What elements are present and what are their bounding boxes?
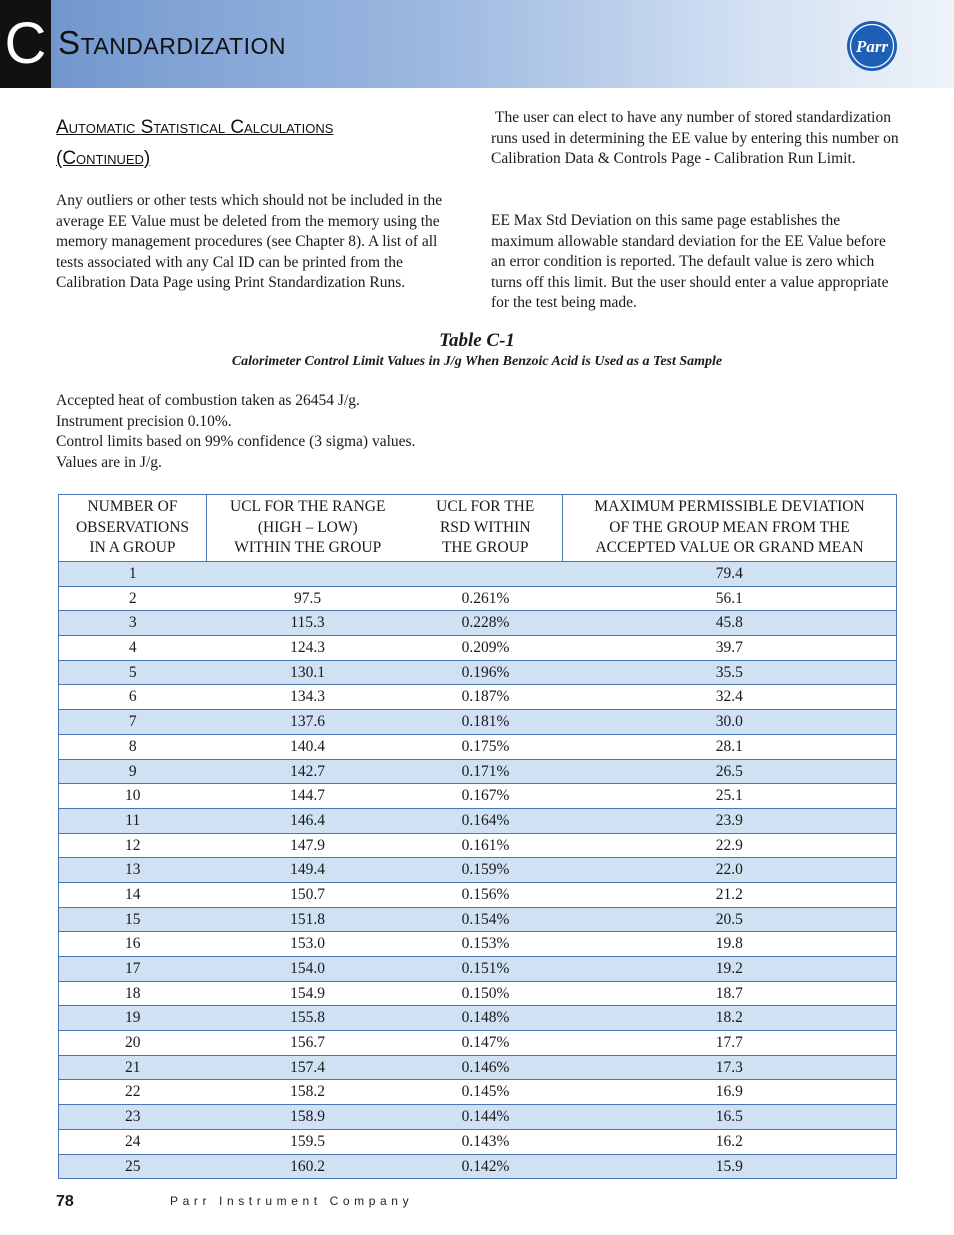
table-cell: 30.0: [563, 710, 897, 735]
table-row: [59, 636, 897, 661]
table-cell: 15: [59, 907, 207, 932]
table-cell: 20.5: [563, 907, 897, 932]
table-cell: 0.144%: [409, 1105, 563, 1130]
page-number: 78: [56, 1193, 74, 1210]
table-cell: 22: [59, 1080, 207, 1105]
table-cell: 0.143%: [409, 1129, 563, 1154]
table-row: [59, 759, 897, 784]
table-cell: 0.175%: [409, 734, 563, 759]
header-ucl-range: UCL FOR THE RANGE (HIGH – LOW) WITHIN THE GROUP: [230, 498, 386, 557]
table-cell: 32.4: [563, 685, 897, 710]
table-cell: [409, 562, 563, 587]
table-row: [59, 734, 897, 759]
table-cell: 13: [59, 858, 207, 883]
table-cell: 19: [59, 1006, 207, 1031]
chapter-letter: C: [0, 0, 51, 88]
table-cell: 21.2: [563, 882, 897, 907]
table-cell: 0.148%: [409, 1006, 563, 1031]
table-cell: 25.1: [563, 784, 897, 809]
table-cell: 21: [59, 1055, 207, 1080]
table-cell: 26.5: [563, 759, 897, 784]
table-title: Table C-1: [439, 330, 515, 351]
table-cell: 140.4: [207, 734, 409, 759]
table-cell: 147.9: [207, 833, 409, 858]
table-cell: 151.8: [207, 907, 409, 932]
table-cell: 23: [59, 1105, 207, 1130]
table-row: [59, 1080, 897, 1105]
table-cell: 154.9: [207, 981, 409, 1006]
table-cell: 0.153%: [409, 932, 563, 957]
table-cell: 137.6: [207, 710, 409, 735]
table-cell: 0.154%: [409, 907, 563, 932]
parr-logo-icon: [846, 20, 898, 72]
table-cell: 0.171%: [409, 759, 563, 784]
table-cell: 0.228%: [409, 611, 563, 636]
table-row: [59, 1105, 897, 1130]
table-cell: 130.1: [207, 660, 409, 685]
footer-company: Parr Instrument Company: [170, 1194, 414, 1208]
table-row: [59, 784, 897, 809]
table-cell: 22.9: [563, 833, 897, 858]
table-cell: [207, 562, 409, 587]
table-cell: 22.0: [563, 858, 897, 883]
table-row: [59, 685, 897, 710]
page-header: [0, 0, 954, 88]
header-max-deviation: MAXIMUM PERMISSIBLE DEVIATION OF THE GROUP MEAN FROM THE ACCEPTED VALUE OR GRAND MEAN: [563, 495, 897, 562]
table-cell: 156.7: [207, 1031, 409, 1056]
table-cell: 6: [59, 685, 207, 710]
table-row: [59, 586, 897, 611]
table-row: [59, 1129, 897, 1154]
table-row: [59, 660, 897, 685]
table-cell: 144.7: [207, 784, 409, 809]
table-cell: 2: [59, 586, 207, 611]
table-cell: 158.2: [207, 1080, 409, 1105]
table-cell: 24: [59, 1129, 207, 1154]
table-cell: 23.9: [563, 808, 897, 833]
table-cell: 115.3: [207, 611, 409, 636]
table-cell: 9: [59, 759, 207, 784]
table-cell: 79.4: [563, 562, 897, 587]
table-row: [59, 1006, 897, 1031]
header-ucl-rsd: UCL FOR THE RSD WITHIN THE GROUP: [436, 498, 535, 557]
table-body: [59, 562, 897, 1179]
table-cell: 155.8: [207, 1006, 409, 1031]
table-cell: 7: [59, 710, 207, 735]
left-paragraph: Any outliers or other tests which should not be included in the average EE Value must be deleted from the memory using the memory management procedures (see Chapter 8). A list of all tests associated with any Cal ID can be printed from the Calibration Data Page using Print Standardization Runs.: [56, 192, 443, 292]
table-cell: 4: [59, 636, 207, 661]
table-cell: 14: [59, 882, 207, 907]
table-cell: 0.181%: [409, 710, 563, 735]
table-cell: 19.8: [563, 932, 897, 957]
table-row: [59, 611, 897, 636]
table-cell: 18.2: [563, 1006, 897, 1031]
table-cell: 0.146%: [409, 1055, 563, 1080]
table-cell: 35.5: [563, 660, 897, 685]
table-cell: 39.7: [563, 636, 897, 661]
table-cell: 0.187%: [409, 685, 563, 710]
table-cell: 5: [59, 660, 207, 685]
table-cell: 0.196%: [409, 660, 563, 685]
table-cell: 134.3: [207, 685, 409, 710]
table-cell: 153.0: [207, 932, 409, 957]
control-limit-table: [58, 494, 897, 1179]
table-cell: 11: [59, 808, 207, 833]
table-cell: 20: [59, 1031, 207, 1056]
table-cell: 0.147%: [409, 1031, 563, 1056]
note-line: Accepted heat of combustion taken as 26454 J/g.: [56, 392, 360, 409]
table-cell: 28.1: [563, 734, 897, 759]
table-notes: [56, 391, 415, 473]
table-cell: 16.9: [563, 1080, 897, 1105]
table-cell: 0.167%: [409, 784, 563, 809]
table-cell: 0.164%: [409, 808, 563, 833]
section-heading-line-2: (Continued): [56, 148, 151, 169]
section-heading: [56, 112, 476, 174]
table-row: [59, 882, 897, 907]
chapter-title: Standardization: [58, 24, 286, 61]
logo-text: Parr: [855, 37, 889, 56]
table-cell: 0.142%: [409, 1154, 563, 1179]
note-line: Instrument precision 0.10%.: [56, 412, 232, 430]
table-cell: 12: [59, 833, 207, 858]
table-cell: 16.2: [563, 1129, 897, 1154]
note-line: Values are in J/g.: [56, 453, 162, 471]
table-row: [59, 710, 897, 735]
table-cell: 159.5: [207, 1129, 409, 1154]
table-cell: 3: [59, 611, 207, 636]
table-cell: 0.209%: [409, 636, 563, 661]
table-row: [59, 981, 897, 1006]
table-cell: 0.161%: [409, 833, 563, 858]
table-cell: 154.0: [207, 957, 409, 982]
table-cell: 146.4: [207, 808, 409, 833]
table-cell: 149.4: [207, 858, 409, 883]
table-cell: 16.5: [563, 1105, 897, 1130]
table-cell: 25: [59, 1154, 207, 1179]
table-cell: 16: [59, 932, 207, 957]
table-row: [59, 808, 897, 833]
table-cell: 1: [59, 562, 207, 587]
table-row: [59, 907, 897, 932]
table-cell: 17.3: [563, 1055, 897, 1080]
table-row: [59, 932, 897, 957]
table-cell: 0.150%: [409, 981, 563, 1006]
table-cell: 0.159%: [409, 858, 563, 883]
table-cell: 124.3: [207, 636, 409, 661]
table-row: [59, 858, 897, 883]
table-cell: 0.145%: [409, 1080, 563, 1105]
table-row: [59, 1154, 897, 1179]
table-cell: 15.9: [563, 1154, 897, 1179]
table-row: [59, 833, 897, 858]
right-paragraph-1: The user can elect to have any number of stored standardization runs used in determining the EE value by entering this number on Calibration Data & Controls Page - Calibration Run Limit.: [491, 109, 899, 168]
table-cell: 19.2: [563, 957, 897, 982]
table-subtitle: Calorimeter Control Limit Values in J/g When Benzoic Acid is Used as a Test Sample: [231, 354, 723, 369]
table-row: [59, 1031, 897, 1056]
table-row: [59, 957, 897, 982]
table-cell: 160.2: [207, 1154, 409, 1179]
table-cell: 157.4: [207, 1055, 409, 1080]
table-cell: 0.156%: [409, 882, 563, 907]
table-cell: 0.261%: [409, 586, 563, 611]
table-cell: 17: [59, 957, 207, 982]
table-cell: 0.151%: [409, 957, 563, 982]
table-header-row: [59, 495, 897, 562]
table-cell: 17.7: [563, 1031, 897, 1056]
table-cell: 97.5: [207, 586, 409, 611]
table-row: [59, 1055, 897, 1080]
right-paragraph-2: EE Max Std Deviation on this same page establishes the maximum allowable standard deviation for the EE Value before an error condition is reported. The default value is zero which turns off this limit. But the user should enter a value appropriate for the test being made.: [491, 212, 889, 312]
section-heading-line-1: Automatic Statistical Calculations: [56, 117, 334, 138]
table-cell: 158.9: [207, 1105, 409, 1130]
table-cell: 8: [59, 734, 207, 759]
table-row: [59, 562, 897, 587]
table-cell: 56.1: [563, 586, 897, 611]
table-cell: 150.7: [207, 882, 409, 907]
table-cell: 45.8: [563, 611, 897, 636]
table-cell: 10: [59, 784, 207, 809]
table-cell: 142.7: [207, 759, 409, 784]
note-line: Control limits based on 99% confidence (3 sigma) values.: [56, 433, 416, 451]
header-observations: NUMBER OF OBSERVATIONS IN A GROUP: [59, 495, 207, 562]
table-cell: 18: [59, 981, 207, 1006]
table-cell: 18.7: [563, 981, 897, 1006]
